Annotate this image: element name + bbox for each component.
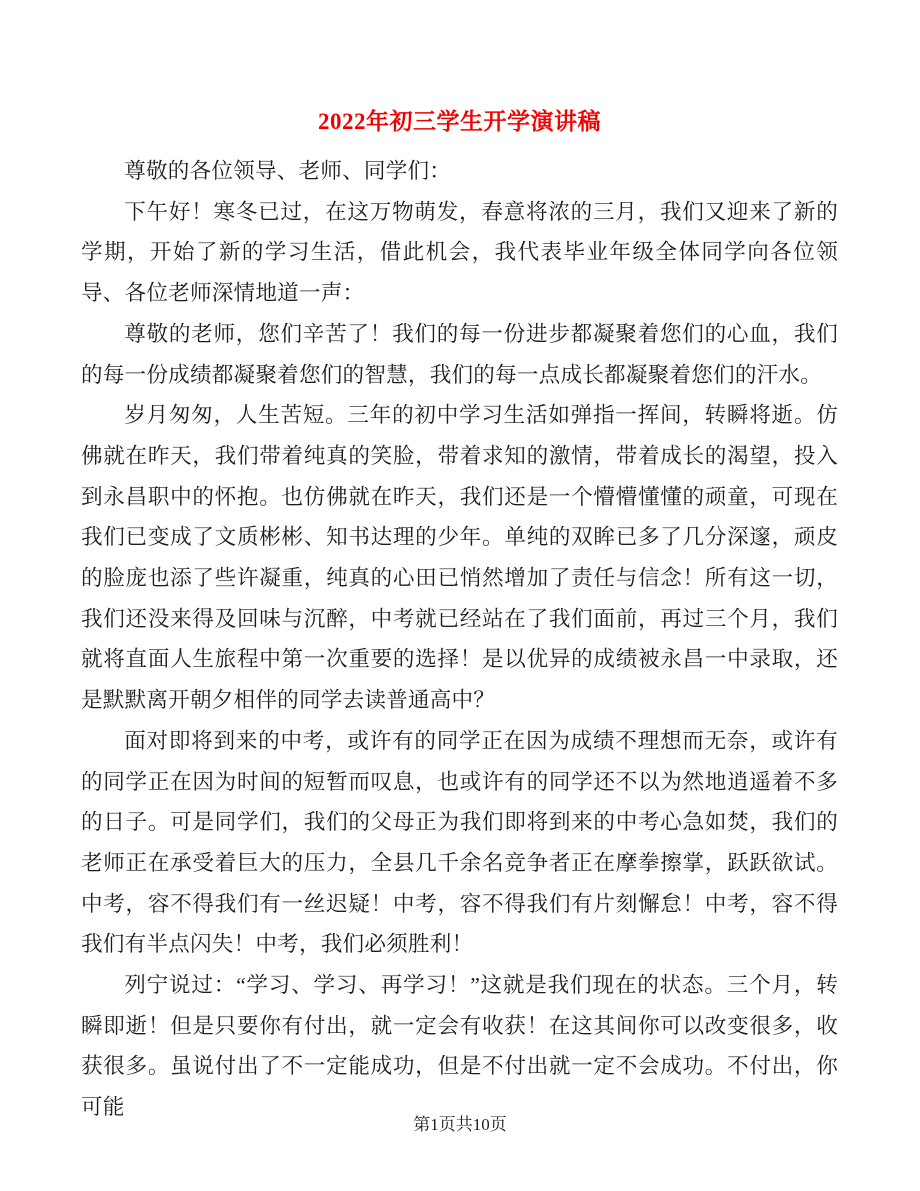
paragraph-thanks-teachers: 尊敬的老师，您们辛苦了！我们的每一份进步都凝聚着您们的心血，我们的每一份成绩都凝聚着您们的智慧，我们的每一点成长都凝聚着您们的汗水。 — [81, 321, 838, 387]
paragraph-salutation: 尊敬的各位领导、老师、同学们： — [124, 159, 452, 183]
document-title: 2022年初三学生开学演讲稿 — [318, 109, 601, 134]
page-number-indicator: 第1页共10页 — [413, 1115, 507, 1134]
document-body — [81, 151, 838, 1128]
page-footer — [0, 1112, 920, 1138]
paragraph-three-years: 岁月匆匆，人生苦短。三年的初中学习生活如弹指一挥间，转瞬将逝。仿佛就在昨天，我们带着纯真的笑脸，带着求知的激情，带着成长的渴望，投入到永昌职中的怀抱。也仿佛就在昨天，我们还是一个懵懵懂懂的顽童，可现在我们已变成了文质彬彬、知书达理的少年。单纯的双眸已多了几分深邃，顽皮的脸庞也添了些许凝重，纯真的心田已悄然增加了责任与信念！所有这一切，我们还没来得及回味与沉醉，中考就已经站在了我们面前，再过三个月，我们就将直面人生旅程中第一次重要的选择！是以优异的成绩被永昌一中录取，还是默默离开朝夕相伴的同学去读普通高中？ — [81, 403, 838, 713]
paragraph-greeting: 下午好！寒冬已过，在这万物萌发，春意将浓的三月，我们又迎来了新的学期，开始了新的学习生活，借此机会，我代表毕业年级全体同学向各位领导、各位老师深情地道一声： — [81, 199, 838, 306]
paragraph-lenin-quote: 列宁说过：“学习、学习、再学习！”这就是我们现在的状态。三个月，转瞬即逝！但是只要你有付出，就一定会有收获！在这其间你可以改变很多，收获很多。虽说付出了不一定能成功，但是不付出就一定不会成功。不付出，你可能 — [81, 973, 838, 1120]
paragraph-facing-exam: 面对即将到来的中考，或许有的同学正在因为成绩不理想而无奈，或许有的同学正在因为时间的短暂而叹息，也或许有的同学还不以为然地逍遥着不多的日子。可是同学们，我们的父母正为我们即将到来的中考心急如焚，我们的老师正在承受着巨大的压力，全县几千余名竞争者正在摩拳擦掌，跃跃欲试。中考，容不得我们有一丝迟疑！中考，容不得我们有片刻懈怠！中考，容不得我们有半点闪失！中考，我们必须胜利！ — [81, 728, 838, 957]
